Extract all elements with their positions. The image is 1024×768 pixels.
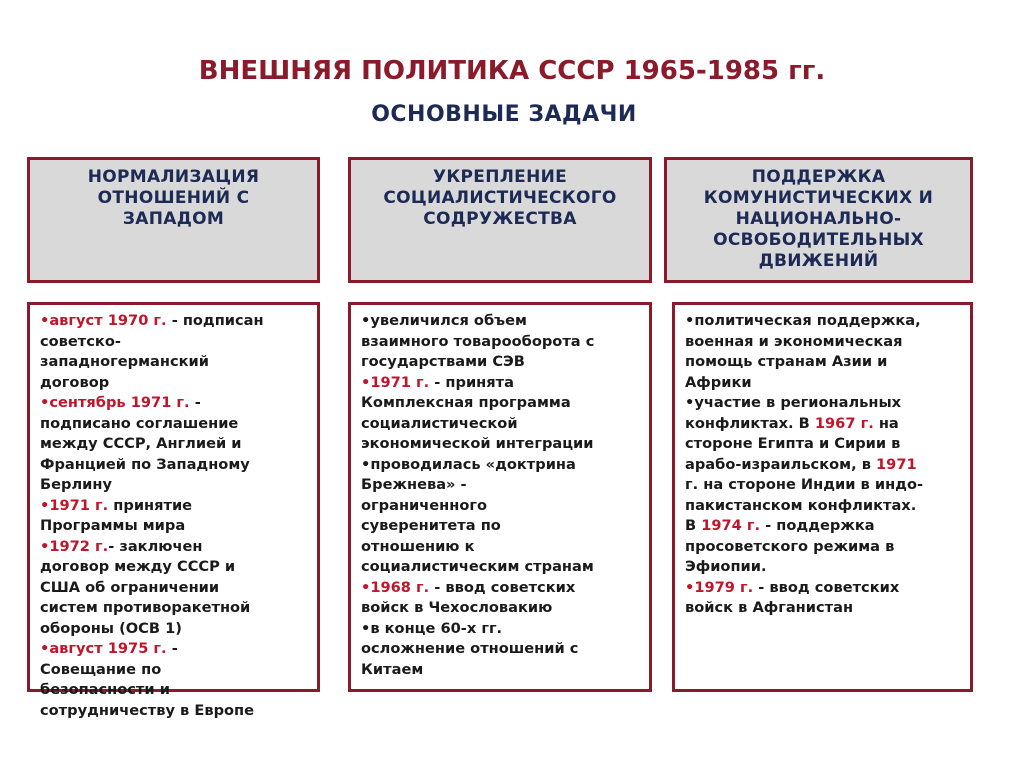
date-highlight: • (40, 537, 50, 555)
text-line (40, 352, 309, 373)
date-highlight: • (40, 496, 50, 514)
line-text: безопасности и (40, 681, 170, 698)
text-line (685, 414, 962, 435)
text-line (40, 434, 309, 455)
line-text: •в конце 60-х гг. (361, 619, 503, 637)
text-line (685, 311, 962, 332)
text-line (361, 578, 641, 599)
line-text: - ввод советских (429, 578, 576, 596)
text-line (40, 475, 309, 496)
text-line (40, 496, 309, 517)
text-line (40, 598, 309, 619)
line-text: - заключен (108, 537, 203, 555)
line-text: социалистическим странам (361, 558, 594, 575)
heading-line: ЗАПАДОМ (122, 209, 225, 229)
line-text: Африки (685, 373, 752, 391)
text-line (685, 455, 962, 476)
text-line (361, 393, 641, 414)
date-highlight: • (361, 578, 371, 596)
text-line (361, 311, 641, 332)
date-highlight: • (685, 578, 695, 596)
column-heading-liberation-movements (664, 157, 973, 283)
line-text: Китаем (361, 660, 424, 678)
line-text: - ввод советских (753, 578, 900, 596)
date-highlight: 1974 г. (701, 517, 761, 534)
line-text: •проводилась «доктрина (361, 455, 576, 473)
text-line (40, 619, 309, 640)
line-text: советско- (40, 332, 121, 350)
line-text: подписано соглашение (40, 414, 239, 432)
date-highlight: август 1970 г. (49, 312, 167, 329)
heading-line: УКРЕПЛЕНИЕ (432, 167, 568, 187)
line-text: арабо-израильском, в (685, 455, 877, 473)
line-text: военная и экономическая (685, 332, 903, 350)
line-text: отношению к (361, 537, 475, 555)
line-text: Францией по Западному (40, 455, 250, 473)
text-line (685, 332, 962, 353)
text-line (685, 475, 962, 496)
text-line (361, 516, 641, 537)
text-line (40, 332, 309, 353)
text-line (40, 578, 309, 599)
heading-line: КОМУНИСТИЧЕСКИХ И (703, 188, 934, 208)
text-line (361, 619, 641, 640)
date-highlight: 1967 г. (814, 414, 874, 432)
text-line (40, 455, 309, 476)
column-body-normalization (27, 302, 320, 719)
text-line (361, 598, 641, 619)
line-text: принятие (108, 496, 193, 514)
line-text: социалистической (361, 414, 518, 432)
text-line (40, 701, 309, 722)
heading-line: НОРМАЛИЗАЦИЯ (87, 167, 260, 187)
line-text: Эфиопии. (685, 558, 767, 575)
heading-line: СОДРУЖЕСТВА (423, 209, 577, 229)
text-line (40, 557, 309, 578)
text-line (685, 516, 962, 537)
line-text: •увеличился объем (361, 312, 527, 329)
date-highlight: сентябрь 1971 г. (49, 394, 190, 411)
column-body-liberation-movements (672, 302, 973, 692)
line-text: конфликтах. В (685, 414, 815, 432)
line-text: - поддержка (760, 517, 875, 534)
line-text: между СССР, Англией и (40, 435, 242, 452)
text-line (40, 537, 309, 558)
heading-line: ПОДДЕРЖКА (751, 167, 886, 187)
column-heading-normalization (27, 157, 320, 283)
date-highlight: 1972 г. (49, 537, 109, 555)
line-text: - принята (429, 373, 514, 391)
text-line (685, 557, 962, 578)
line-text: - подписан (166, 312, 264, 329)
line-text: взаимного товарооборота с (361, 332, 595, 350)
text-line (685, 578, 962, 599)
heading-line: ОСВОБОДИТЕЛЬНЫХ (713, 230, 924, 250)
text-line (361, 332, 641, 353)
line-text: ограниченного (361, 496, 488, 514)
text-line (361, 352, 641, 373)
line-text: просоветского режима в (685, 537, 895, 555)
text-line (40, 680, 309, 701)
text-line (361, 639, 641, 660)
text-line (40, 516, 309, 537)
line-text: - (166, 640, 178, 657)
text-line (40, 393, 309, 414)
line-text: войск в Чехословакию (361, 599, 553, 616)
text-line (361, 557, 641, 578)
line-text: Комплексная программа (361, 394, 571, 411)
text-line (361, 537, 641, 558)
line-text: осложнение отношений с (361, 640, 579, 657)
line-text: •участие в региональных (685, 394, 902, 411)
line-text: Брежнева» - (361, 476, 467, 493)
line-text: В (685, 517, 702, 534)
text-line (685, 537, 962, 558)
date-highlight: 1971 г. (370, 373, 430, 391)
date-highlight: • (40, 394, 50, 411)
text-line (361, 496, 641, 517)
line-text: систем противоракетной (40, 599, 251, 616)
line-text: договор (40, 373, 110, 391)
heading-line: НАЦИОНАЛЬНО- (735, 209, 902, 229)
line-text: стороне Египта и Сирии в (685, 435, 901, 452)
date-highlight: 1979 г. (694, 578, 754, 596)
line-text: Берлину (40, 476, 112, 493)
heading-line: ДВИЖЕНИЙ (758, 251, 879, 271)
text-line (685, 496, 962, 517)
text-line (40, 660, 309, 681)
date-highlight: август 1975 г. (49, 640, 167, 657)
date-highlight: • (361, 373, 371, 391)
line-text: помощь странам Азии и (685, 353, 888, 370)
line-text: пакистанском конфликтах. (685, 496, 917, 514)
line-text: экономической интеграции (361, 435, 594, 452)
text-line (685, 373, 962, 394)
date-highlight: • (40, 640, 50, 657)
page-subtitle: ОСНОВНЫЕ ЗАДАЧИ (371, 102, 637, 127)
text-line (685, 598, 962, 619)
line-text: договор между СССР и (40, 558, 236, 575)
date-highlight: 1968 г. (370, 578, 430, 596)
line-text: западногерманский (40, 353, 209, 370)
text-line (361, 660, 641, 681)
line-text: на (873, 414, 899, 432)
text-line (361, 434, 641, 455)
text-line (685, 393, 962, 414)
line-text: Совещание по (40, 660, 162, 678)
date-highlight: 1971 (876, 455, 917, 473)
column-heading-socialist-commonwealth (348, 157, 652, 283)
heading-line: ОТНОШЕНИЙ С (97, 188, 250, 208)
heading-line: СОЦИАЛИСТИЧЕСКОГО (383, 188, 617, 208)
text-line (40, 639, 309, 660)
line-text: Программы мира (40, 517, 186, 534)
line-text: США об ограничении (40, 578, 220, 596)
line-text: сотрудничеству в Европе (40, 701, 255, 719)
line-text: обороны (ОСВ 1) (40, 619, 182, 637)
column-body-socialist-commonwealth (348, 302, 652, 692)
text-line (685, 434, 962, 455)
text-line (40, 311, 309, 332)
date-highlight: 1971 г. (49, 496, 109, 514)
line-text: •политическая поддержка, (685, 312, 921, 329)
text-line (40, 373, 309, 394)
line-text: суверенитета по (361, 517, 501, 534)
page-title: ВНЕШНЯЯ ПОЛИТИКА СССР 1965-1985 гг. (198, 56, 826, 86)
text-line (361, 475, 641, 496)
text-line (361, 414, 641, 435)
date-highlight: • (40, 312, 50, 329)
text-line (361, 455, 641, 476)
line-text: войск в Афганистан (685, 599, 854, 616)
line-text: - (189, 394, 201, 411)
line-text: г. на стороне Индии в индо- (685, 476, 924, 493)
text-line (685, 352, 962, 373)
text-line (361, 373, 641, 394)
line-text: государствами СЭВ (361, 353, 525, 370)
text-line (40, 414, 309, 435)
